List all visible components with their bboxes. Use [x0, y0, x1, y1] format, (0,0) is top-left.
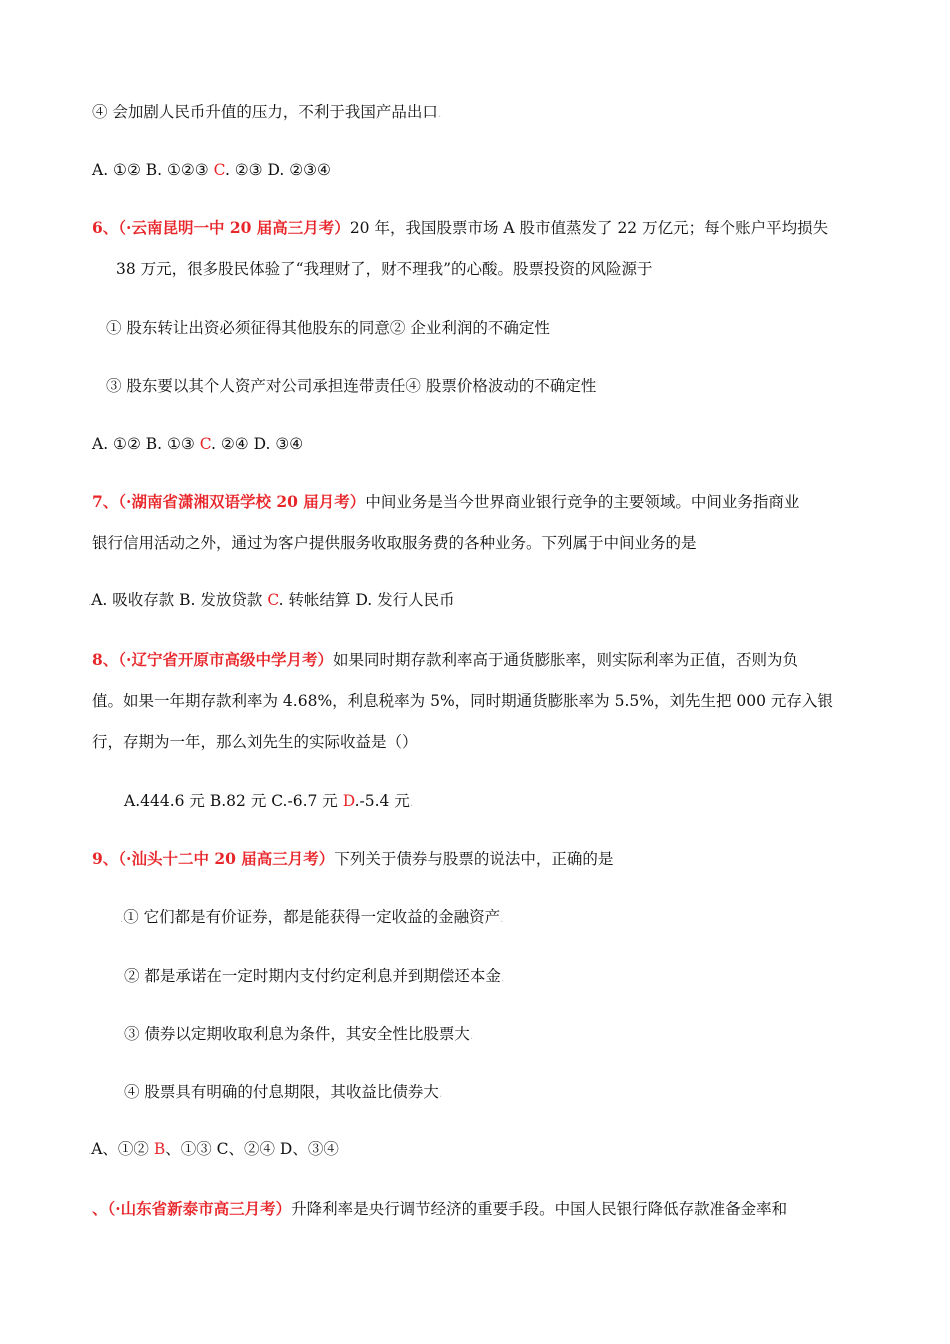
- answer-options: A. ①② B. ①③ C. ②④ D. ③④: [92, 435, 304, 453]
- question-number: 6、: [92, 218, 119, 237]
- text-line: 38 万元，很多股民体验了“我理财了，财不理我”的心酸。股票投资的风险源于: [116, 260, 653, 278]
- answer-options: .A、①② B、①③ C、②④ D、③④: [88, 1140, 339, 1158]
- text-line: 值。如果一年期存款利率为 4.68%，利息税率为 5%，同时期通货膨胀率为 5.5%，刘先生把 000 元存入银: [92, 692, 833, 710]
- text-line: 行，存期为一年，那么刘先生的实际收益是（）: [92, 733, 418, 751]
- question-source: （·汕头十二中 20 届高三月考）: [118, 849, 335, 868]
- answer-highlight: C: [213, 161, 225, 179]
- text-line: 银行信用活动之外，通过为客户提供服务收取服务费的各种业务。下列属于中间业务的是: [92, 534, 697, 552]
- answer-highlight: C: [267, 591, 279, 609]
- text-line: ④ 会加剧人民币升值的压力，不利于我国产品出口.: [92, 103, 442, 121]
- answer-highlight: B: [153, 1140, 166, 1158]
- question-6: 6、（·云南昆明一中 20 届高三月考）20 年，我国股票市场 A 股市值蒸发了 22 万亿元；每个账户平均损失: [92, 218, 829, 237]
- text-line: ④ 股票具有明确的付息期限，其收益比债券大.: [124, 1083, 443, 1101]
- question-source: （·辽宁省开原市高级中学月考）: [118, 650, 333, 669]
- answer-options: A. ①② B. ①②③ C. ②③ D. ②③④: [92, 161, 331, 179]
- question-9: 9、（·汕头十二中 20 届高三月考）下列关于债券与股票的说法中，正确的是: [92, 849, 614, 868]
- question-number: 9、: [92, 849, 119, 868]
- answer-highlight: D: [342, 792, 355, 810]
- question-7: 7、（·湖南省潇湘双语学校 20 届月考）中间业务是当今世界商业银行竞争的主要领域。中间业务指商业: [92, 492, 800, 511]
- question-source: （·山东省新泰市高三月考）: [107, 1199, 292, 1218]
- answer-highlight: C: [199, 435, 212, 453]
- question-8: 8、（·辽宁省开原市高级中学月考）如果同时期存款利率高于通货膨胀率，则实际利率为正值，否则为负: [92, 650, 798, 669]
- answer-options: A.444.6 元 B.82 元 C.-6.7 元 D.-5.4 元.: [124, 792, 414, 810]
- question-10: 、（·山东省新泰市高三月考）升降利率是央行调节经济的重要手段。中国人民银行降低存款准备金率和: [92, 1199, 788, 1218]
- text-line: ③ 股东要以其个人资产对公司承担连带责任④ 股票价格波动的不确定性: [106, 377, 597, 395]
- text-line: ② 都是承诺在一定时期内支付约定利息并到期偿还本金.: [124, 967, 505, 985]
- question-source: （·湖南省潇湘双语学校 20 届月考）: [118, 492, 366, 511]
- question-number: 8、: [92, 650, 119, 669]
- text-line: .① 它们都是有价证券，都是能获得一定收益的金融资产.: [120, 908, 504, 926]
- question-source: （·云南昆明一中 20 届高三月考）: [118, 218, 350, 237]
- answer-options: .A. 吸收存款 B. 发放贷款 C. 转帐结算 D. 发行人民币: [88, 591, 455, 609]
- question-number: 、: [92, 1199, 108, 1218]
- question-number: 7、: [92, 492, 119, 511]
- text-line: ③ 债券以定期收取利息为条件，其安全性比股票大.: [124, 1025, 474, 1043]
- text-line: ① 股东转让出资必须征得其他股东的同意② 企业利润的不确定性: [106, 319, 550, 337]
